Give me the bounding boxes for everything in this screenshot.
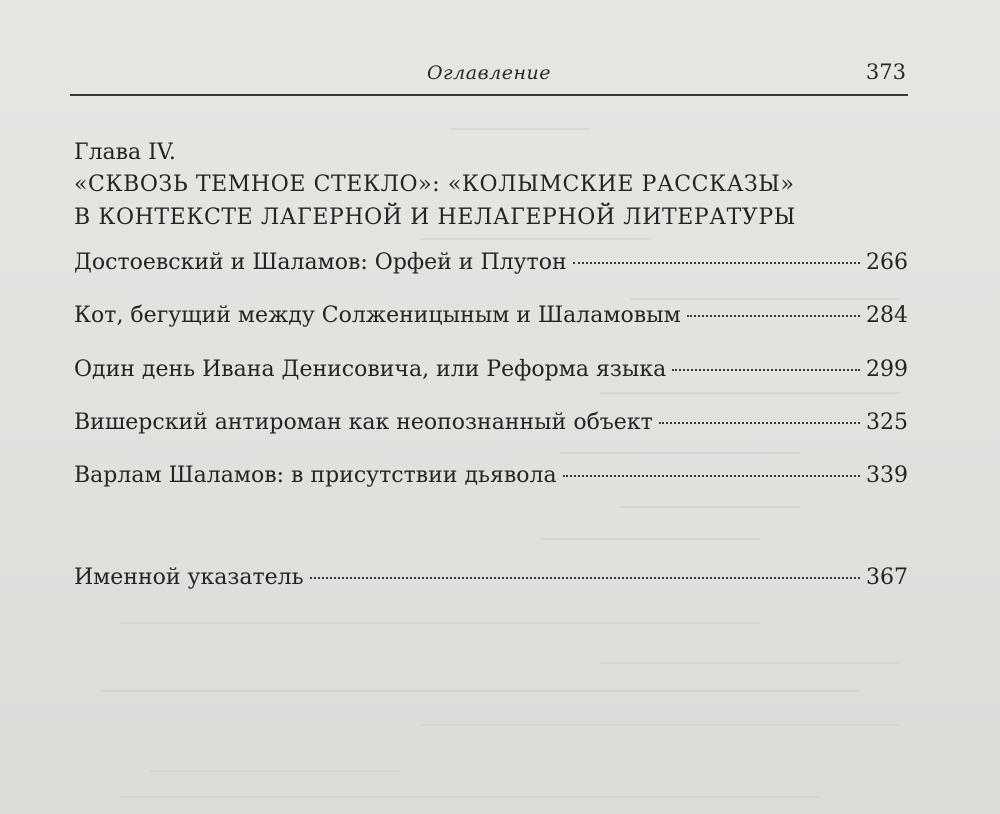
toc-entry-title: Достоевский и Шаламов: Орфей и Плутон — [74, 250, 567, 275]
toc-entry-page: 284 — [866, 303, 908, 328]
bleed-through-mark — [420, 724, 900, 726]
dot-leader — [672, 369, 860, 371]
toc-entry-title: Вишерский антироман как неопознанный объект — [74, 410, 653, 435]
toc-entry-page: 325 — [866, 410, 908, 435]
dot-leader — [563, 475, 860, 477]
toc-entry-page: 367 — [866, 565, 908, 590]
dot-leader — [573, 262, 860, 264]
dot-leader — [687, 315, 860, 317]
bleed-through-mark — [540, 538, 760, 540]
bleed-through-mark — [600, 392, 900, 394]
toc-entry-title: Именной указатель — [74, 565, 304, 590]
bleed-through-mark — [100, 690, 860, 692]
toc-entry[interactable] — [74, 463, 908, 497]
toc-entry[interactable] — [74, 250, 908, 284]
toc-entry[interactable] — [74, 410, 908, 444]
chapter-label: Глава IV. — [74, 140, 176, 165]
dot-leader — [310, 577, 860, 579]
toc-entry-page: 339 — [866, 463, 908, 488]
toc-entry[interactable] — [74, 303, 908, 337]
bleed-through-mark — [150, 770, 400, 772]
bleed-through-mark — [560, 452, 800, 454]
toc-entry-title: Кот, бегущий между Солженицыным и Шаламовым — [74, 303, 681, 328]
toc-entry-page: 299 — [866, 357, 908, 382]
bleed-through-mark — [600, 662, 900, 664]
bleed-through-mark — [420, 238, 650, 240]
bleed-through-mark — [120, 622, 760, 624]
toc-entry-page: 266 — [866, 250, 908, 275]
toc-entry-title: Один день Ивана Денисовича, или Реформа языка — [74, 357, 667, 382]
running-header — [70, 58, 908, 96]
bleed-through-mark — [450, 128, 590, 130]
chapter-title-line-1: «СКВОЗЬ ТЕМНОЕ СТЕКЛО»: «КОЛЫМСКИЕ РАССКАЗЫ» — [74, 172, 795, 197]
bleed-through-mark — [630, 298, 900, 300]
bleed-through-mark — [120, 796, 820, 798]
chapter-title-line-2: В КОНТЕКСТЕ ЛАГЕРНОЙ И НЕЛАГЕРНОЙ ЛИТЕРАТУРЫ — [74, 205, 797, 230]
bleed-through-mark — [620, 506, 800, 508]
page-number: 373 — [865, 60, 906, 84]
toc-entry-title: Варлам Шаламов: в присутствии дьявола — [74, 463, 557, 488]
toc-entry-index[interactable] — [74, 565, 908, 599]
toc-entry[interactable] — [74, 357, 908, 391]
dot-leader — [659, 422, 860, 424]
running-header-title: Оглавление — [426, 62, 551, 84]
